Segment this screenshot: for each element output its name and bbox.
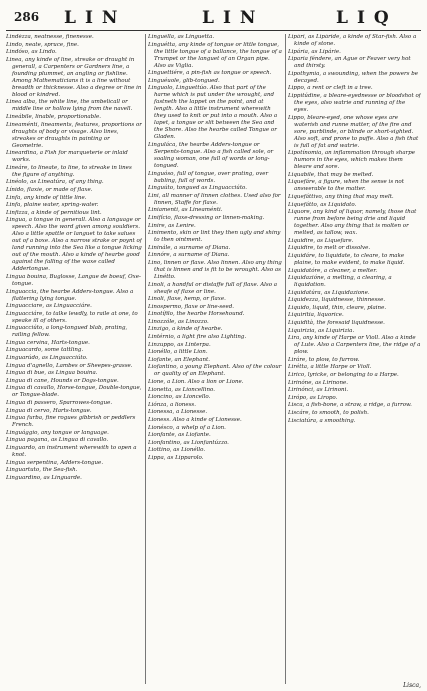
dictionary-entry: Liottino, as Lionéllo.: [148, 447, 206, 454]
dictionary-entry: Lionésco, a whelp of a Lion.: [148, 424, 226, 431]
dictionary-entry: Linguóso, full of tongue, over prating, over babling, full of words.: [148, 170, 269, 184]
dictionary-entry: Línido, flaxie, or made of flaxe.: [6, 186, 93, 193]
dictionary-entry: Lione, a Lion. Also a lion or Lione.: [148, 379, 244, 386]
dictionary-entry: Lingua pagana, as Lingua di cavallo.: [6, 437, 109, 444]
dictionary-entry: Liquefátto, as Liquidato.: [288, 201, 357, 208]
dictionary-entry: Lino, linnen or flaxe. Also linnen. Also any thing that is linnen and is fit to be wrought. Also as Linétto.: [148, 259, 282, 280]
dictionary-entry: Liscáre, to smooth, to polish.: [288, 410, 369, 416]
dictionary-entry: Linguacciúto, a long-tongued blab, prating, railing fellow.: [6, 325, 128, 339]
dictionary-entry: Linguacardo, some tattling.: [6, 347, 84, 354]
dictionary-entry: Liráre, to plow, to furrow.: [288, 356, 360, 363]
dictionary-entry: Linguartuto, the Sea-fish.: [6, 467, 78, 474]
dictionary-entry: Linifício, flaxe-dressing or linnen-making.: [148, 214, 265, 221]
dictionary-entry: Linguélla, as Linguetta.: [148, 34, 215, 40]
column-1: [6, 34, 142, 684]
dictionary-entry: Lirinóne, as Lirinone.: [288, 379, 348, 386]
dictionary-entry: Lioncino, as Lioncello.: [148, 394, 211, 401]
dictionary-entry: Liquiritia, liquorice.: [288, 312, 344, 319]
dictionary-entry: Lirinónci, as Lirinoni.: [288, 387, 349, 394]
dictionary-entry: Linzuppo, as Linterpa.: [148, 341, 211, 348]
dictionary-entry: Liquefáre, a figure, when the sense is not answerable to the matter.: [288, 179, 404, 193]
dictionary-entry: Linguarúdo, as Linguacciúto.: [6, 355, 88, 362]
dictionary-entry: Lipária, as Lipárie.: [288, 48, 341, 55]
dictionary-entry: Liparia féndere, an Ague or Feaver very hot and thirsty.: [288, 56, 411, 70]
dictionary-entry: Linimento, skin or lint they then ugly and shiny to then ointment.: [148, 230, 281, 244]
dictionary-entry: Lionetta, as Lioncellino.: [148, 386, 215, 393]
column-3: [288, 34, 421, 684]
dictionary-entry: Linguolo, Linguettúo. Also that part of the harne which is put under the wrought, and fastneth the lappet on the point, and at length. Also a little instrument wherewith they used to knit or put into a mouth. Also a lapet, a tongue or slit between the Sea and the Shore. Also the hearbe called Tongue or Gladen.: [148, 85, 278, 141]
dictionary-columns: [6, 34, 421, 684]
dictionary-entry: Linire, as Lenire.: [148, 222, 196, 229]
dictionary-entry: Linguardino, as Linguarde.: [6, 474, 82, 481]
dictionary-entry: Linguacciare, as Linguacciáre.: [6, 303, 92, 310]
dictionary-entry: Lineábile, linable, proportionable.: [6, 113, 101, 120]
dictionary-entry: Linotífilo, the hearbe Horsehound.: [148, 311, 245, 318]
dictionary-entry: Linéolo, as Lineatúra, of any thing.: [6, 179, 104, 186]
dictionary-entry: Lingua di cane, Hounds or Dogs-tongue.: [6, 377, 119, 384]
dictionary-entry: Lipothymia, a swounding, when the powers be decayed.: [288, 70, 418, 84]
dictionary-entry: Lisciatúra, a smoothing.: [288, 417, 356, 424]
dictionary-entry: Lipotínomia, an inflammation through sharpe humors in the eyes, which makes them bleare and sore.: [288, 150, 416, 171]
dictionary-entry: Lioness. Also a kinde of Lionesse.: [148, 417, 242, 423]
dictionary-entry: Linguacciáre, to talke lewdly, to raile at one, to speake ill of others.: [6, 310, 138, 324]
header-center-word: LIN: [202, 8, 265, 28]
dictionary-entry: Lingua d'agnello, Lambes or Sheepes-grasse.: [6, 362, 133, 369]
dictionary-entry: Liquidáre, to liquidate, to cleare, to make plaine, to make evident, to make liquid.: [288, 252, 405, 266]
dictionary-entry: Linea alba, the white line, the umbelicall or middle line or hollow lying from the navell.: [6, 99, 133, 113]
dictionary-entry: Lira, any kinde of Harpe or Violl. Also a kinde of Lute. Also a Carpenters line, the ridge of a plow.: [288, 335, 421, 356]
dictionary-entry: Liquidire, as Liquefare.: [288, 237, 354, 244]
dictionary-entry: Lindo, neate, spruce, fine.: [6, 41, 79, 48]
dictionary-entry: Lingua bouina, Buglosse, Langue de boeuf, Oxe-tongue.: [6, 273, 141, 287]
dictionary-entry: Linfa, plaine water, spring-water.: [6, 202, 99, 209]
dictionary-entry: Lineáre, to lineate, to line, to streake in lines the figure of anything.: [6, 164, 132, 178]
dictionary-entry: Lingua di bue, as Lingua bouina.: [6, 370, 98, 377]
dictionary-entry: Lingua di passero, Sparrowes-tongue.: [6, 400, 113, 407]
dictionary-entry: Liquidire, to melt or dissolve.: [288, 245, 371, 252]
dictionary-entry: Liónza, a lioness.: [148, 401, 196, 408]
dictionary-entry: Liofantino, a young Elephant. Also of the colour or quality of an Elephant.: [148, 364, 282, 378]
dictionary-entry: Lingua di cervo, Harts-tongue.: [6, 407, 92, 414]
dictionary-entry: Liofante, an Elephant.: [148, 356, 210, 363]
dictionary-entry: Linoli, a handful or distaffe full of flaxe. Also a sheafe of flaxe or line.: [148, 281, 278, 295]
dictionary-entry: Lingua cervina, Harts-tongue.: [6, 339, 90, 346]
dictionary-entry: Linoli, flaxe, hemp, or flaxe.: [148, 296, 226, 303]
dictionary-entry: Lineaménti, lineaments, features, proportions or draughts of body or visage. Also lines, streakes or draughts in painting or Geometrie.: [6, 121, 142, 149]
dictionary-entry: Lippo, bleare-eyed, one whose eyes are waterish and runne matter, of the fire and sore, purblinde, or blinde or short-sighted. Also soft, and prone to puffe. Also a fish that is full of fat and watrie.: [288, 114, 419, 149]
dictionary-entry: Liquidatóre, a cleaner, a melter.: [288, 267, 378, 274]
dictionary-entry: Linguaccia, the hearbe Adders-tongue. Also a flattering lying tongue.: [6, 288, 134, 302]
dictionary-entry: Liquidità, the foresaid liquidnesse.: [288, 320, 385, 327]
dictionary-entry: Lippa, as Lipparolo.: [148, 454, 204, 461]
header-left-word: LIN: [64, 8, 127, 28]
dictionary-entry: Linea, any kinde of line, streake or draught in generall, a Carpenters or Gardners line, a founding plummet, an angling or fishline. Among Mathematicians it is a line without breadth or thicknesse. Also a degree or line in blood or kindred.: [6, 56, 142, 98]
dictionary-entry: Lirétta, a little Harpe or Violl.: [288, 364, 372, 371]
dictionary-entry: Lineardina, a Fish for marqueterie or inlaid works.: [6, 150, 128, 164]
column-divider: [285, 34, 286, 684]
dictionary-entry: Lindézza, neatnesse, finenesse.: [6, 34, 94, 40]
catchword: Lisca,: [403, 682, 421, 689]
dictionary-entry: Linospermo, flaxe or line-seed.: [148, 303, 235, 310]
dictionary-entry: Lini, all manner of linnen clothes. Used also for linnen, Staffe for flaxe.: [148, 192, 281, 206]
dictionary-entry: Linozzóle, as Linozzo.: [148, 318, 209, 325]
column-2: [148, 34, 282, 684]
dictionary-entry: Lininále, a surname of Diana.: [148, 244, 231, 251]
dictionary-entry: Linfa, any kinde of little line.: [6, 194, 87, 201]
dictionary-entry: Lindóso, as Lindo.: [6, 49, 57, 56]
dictionary-entry: Linguággio, any tongue or language.: [6, 429, 109, 436]
dictionary-entry: Lirópo, as Liropo.: [288, 394, 338, 401]
dictionary-entry: Liquabile, that may be melted.: [288, 171, 374, 178]
dictionary-entry: Lionfantino, as Lionfantúzzo.: [148, 439, 229, 446]
dictionary-entry: Liquidezza, liquidnesse, thinnesse.: [288, 297, 386, 304]
dictionary-entry: Liquido, liquid, thin, cleare, plaine.: [288, 304, 387, 311]
dictionary-entry: Linfizza, a kinde of pernitious lint.: [6, 209, 102, 216]
dictionary-entry: Lisca, a fish-bone, a straw, a ridge, a furrow.: [288, 402, 412, 409]
dictionary-entry: Linguettiére, a pin-fish as tongue or speech.: [148, 70, 272, 77]
dictionary-entry: Linguéuole, glib-tongued.: [148, 77, 220, 84]
dictionary-entry: Lionessa, a Lionesse.: [148, 409, 208, 416]
dictionary-entry: Liquidazióne, a melting, a clearing, a liquidation.: [288, 275, 392, 289]
dictionary-entry: Lippitúdine, a bleare-eyednesse or bloodshot of the eyes, also watrie and running of the eyes.: [288, 92, 421, 113]
dictionary-entry: Liquirizia, as Liquirizia.: [288, 327, 355, 334]
header-right-word: LIQ: [336, 8, 398, 28]
dictionary-entry: Liquore, any kind of liquor, namely, those that runne from before being drie and liquid together. Also any thing that is molten or melted, as tallow, wax.: [288, 209, 417, 237]
dictionary-entry: Linnóre, a surname of Diana.: [148, 252, 230, 259]
dictionary-entry: Linguúto, tongued as Linguacciúto.: [148, 185, 248, 192]
dictionary-entry: Lionéllo, a little Lion.: [148, 349, 208, 356]
dictionary-entry: Lingua furba, fine rogues gibbrish or peddlers French.: [6, 415, 136, 429]
page-number: 286: [14, 10, 40, 24]
column-divider: [145, 34, 146, 684]
dictionary-entry: Lipári, as Lipáride, a kinde of Star-fish. Also a kinde of stone.: [288, 34, 417, 47]
dictionary-entry: Linguétta, any kinde of tongue or little tongue, the little tongue of a ballance, the tongue of a Trumpet or the languet of an Organ pipe. Also as Viglia.: [148, 41, 282, 69]
dictionary-entry: Linzigo, a kinde of hearbe.: [148, 326, 223, 333]
dictionary-entry: Lingua, a tongue in generall. Also a language or speech. Also the word given among souldiers. Also a little spattle or languet to take salues out of a boxe. Also a narrow strake or poynt of land running into the Sea like a tongue licking out of the mouth. Also a kinde of hearbe good against the falling of the waxe called Addertongue.: [6, 217, 142, 273]
dictionary-entry: Lingua di cavallo, Horse-tongue, Double-tongue, or Tongue-blade.: [6, 385, 142, 399]
page-header: [6, 8, 421, 31]
dictionary-entry: Lippo, a rent or cleft in a tree.: [288, 85, 373, 92]
dictionary-entry: Liniamenti, as Lineaménti.: [148, 207, 223, 214]
dictionary-entry: Lirico, lyricke, or belonging to a Harpe.: [288, 372, 399, 379]
dictionary-entry: Linguláca, the hearbe Adders-tongue or Serpents-tongue. Also a fish called sole, or soaling woman, one full of words or long-tongued.: [148, 141, 274, 169]
dictionary-entry: Liquefáttivo, any thing that may melt.: [288, 193, 394, 200]
dictionary-entry: Lintérnio, a light fire also Lighting.: [148, 334, 247, 341]
dictionary-entry: Lionfante, as Liofante.: [148, 432, 211, 439]
dictionary-entry: Linguardo, an instrument wherewith to open a knot.: [6, 445, 137, 458]
dictionary-entry: Lingua serpentina, Adders-tongue.: [6, 459, 104, 466]
dictionary-entry: Liquidatúra, as Liquidazione.: [288, 289, 370, 296]
